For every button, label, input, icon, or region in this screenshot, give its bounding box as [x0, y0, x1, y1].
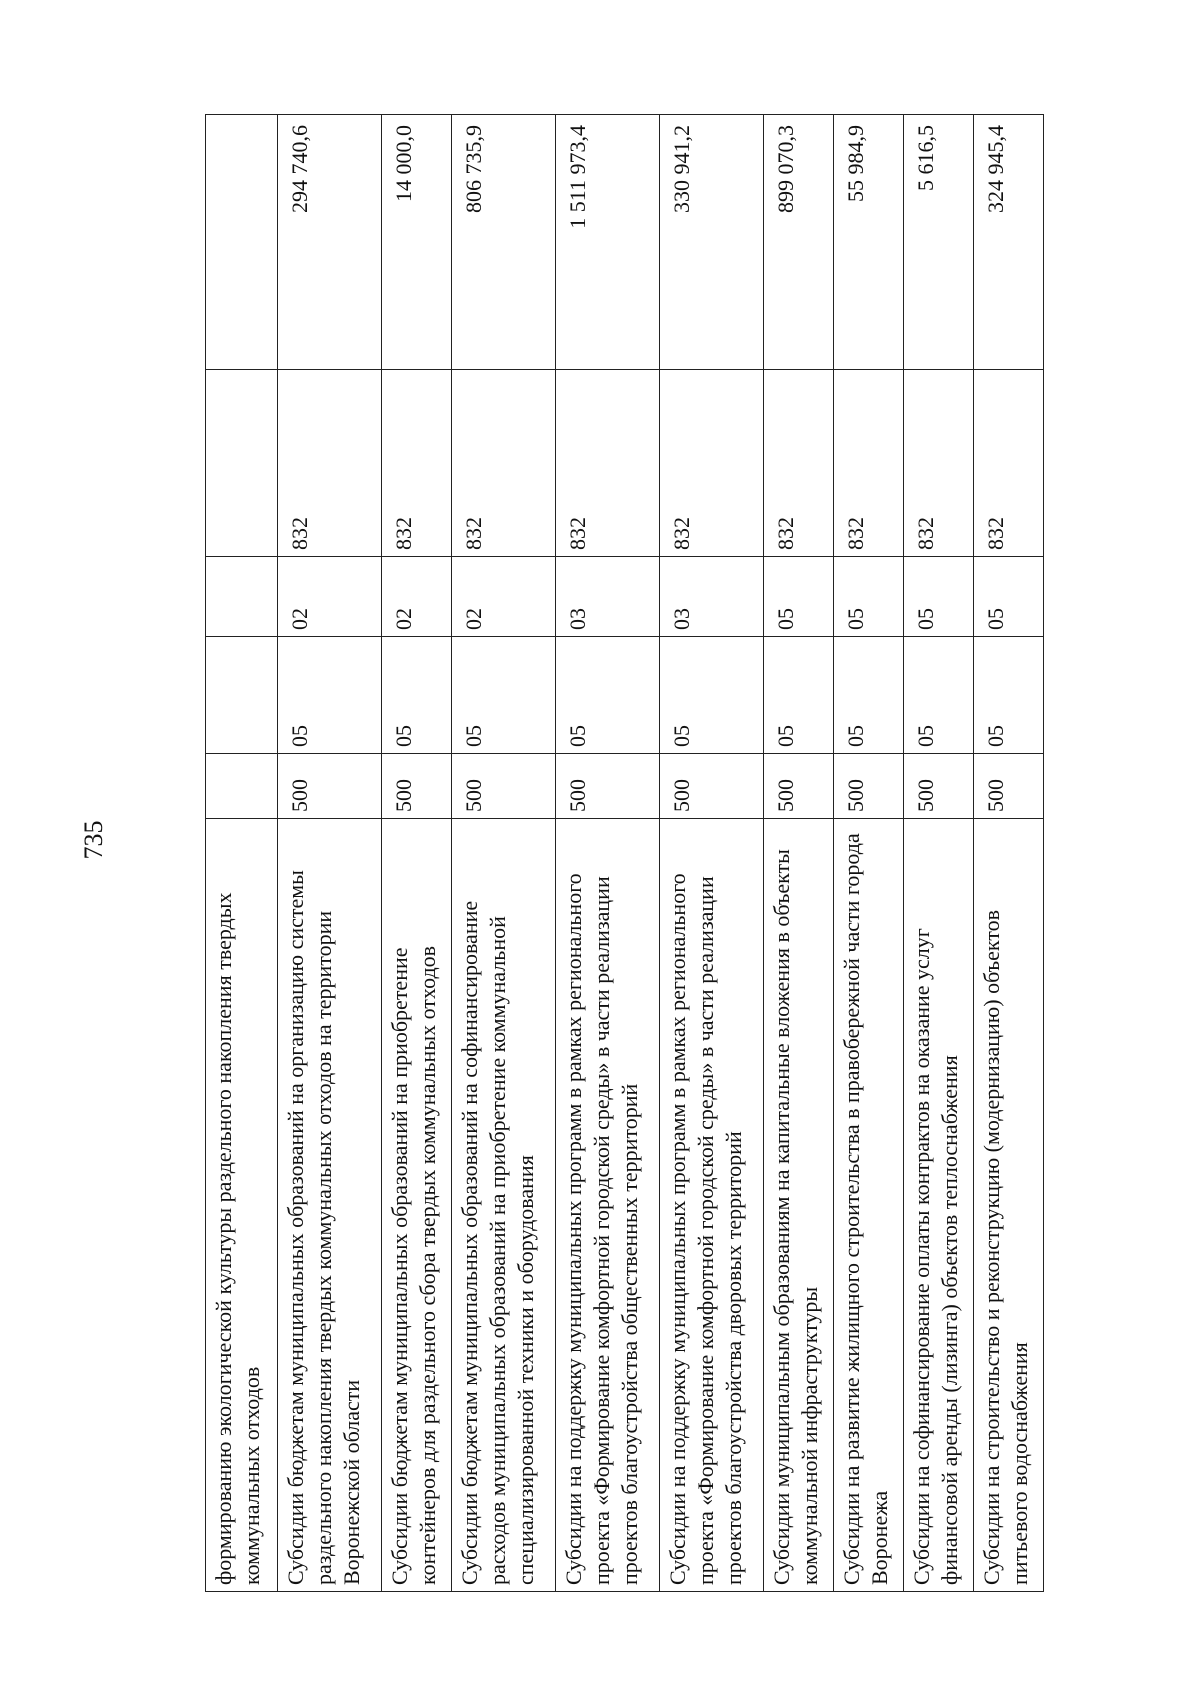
row-pr: 02: [452, 557, 556, 637]
row-pr: 05: [764, 557, 834, 637]
row-gr: 500: [278, 754, 382, 819]
row-name: Субсидии на развитие жилищного строительства в правобережной части города Воронежа: [834, 819, 904, 1592]
row-vr: 832: [556, 370, 660, 557]
table-row: [556, 115, 660, 1592]
row-pr: 03: [556, 557, 660, 637]
row-name: Субсидии бюджетам муниципальных образований на приобретение контейнеров для раздельного сбора твердых коммунальных отходов: [382, 819, 452, 1592]
row-pr: [206, 557, 278, 637]
row-vr: 832: [452, 370, 556, 557]
row-vr: 832: [278, 370, 382, 557]
row-rz: 05: [660, 637, 764, 754]
row-vr: 832: [764, 370, 834, 557]
row-gr: 500: [452, 754, 556, 819]
row-rz: 05: [278, 637, 382, 754]
row-sum: 55 984,9: [834, 115, 904, 370]
table-row: [382, 115, 452, 1592]
row-rz: 05: [382, 637, 452, 754]
row-name: Субсидии на софинансирование оплаты контрактов на оказание услуг финансовой аренды (лизинга) объектов теплоснабжения: [904, 819, 974, 1592]
row-pr: 05: [974, 557, 1044, 637]
row-name: Субсидии на поддержку муниципальных программ в рамках регионального проекта «Формирование комфортной городской среды» в части реализации проектов благоустройства дворовых территорий: [660, 819, 764, 1592]
row-name: Субсидии бюджетам муниципальных образований на организацию системы раздельного накопления твердых коммунальных отходов на территории Воронежской области: [278, 819, 382, 1592]
row-pr: 05: [904, 557, 974, 637]
table-row: [206, 115, 278, 1592]
row-vr: 832: [904, 370, 974, 557]
row-sum: 324 945,4: [974, 115, 1044, 370]
row-rz: 05: [974, 637, 1044, 754]
row-rz: 05: [834, 637, 904, 754]
row-sum: 5 616,5: [904, 115, 974, 370]
table-row: [974, 115, 1044, 1592]
row-sum: 1 511 973,4: [556, 115, 660, 370]
table-container: [205, 115, 1033, 1592]
row-pr: 03: [660, 557, 764, 637]
row-sum: 294 740,6: [278, 115, 382, 370]
row-sum: 14 000,0: [382, 115, 452, 370]
row-sum: 330 941,2: [660, 115, 764, 370]
row-name: Субсидии на строительство и реконструкцию (модернизацию) объектов питьевого водоснабжения: [974, 819, 1044, 1592]
row-rz: [206, 637, 278, 754]
row-gr: [206, 754, 278, 819]
page-number: 735: [79, 820, 108, 860]
row-sum: 899 070,3: [764, 115, 834, 370]
row-name: Субсидии бюджетам муниципальных образований на софинансирование расходов муниципальных образований на приобретение коммунальной специализированной техники и оборудования: [452, 819, 556, 1592]
row-rz: 05: [556, 637, 660, 754]
row-vr: [206, 370, 278, 557]
table-row: [278, 115, 382, 1592]
row-sum: 806 735,9: [452, 115, 556, 370]
row-name: Субсидии на поддержку муниципальных программ в рамках регионального проекта «Формирование комфортной городской среды» в части реализации проектов благоустройства общественных территорий: [556, 819, 660, 1592]
table-row: [660, 115, 764, 1592]
row-gr: 500: [834, 754, 904, 819]
row-vr: 832: [974, 370, 1044, 557]
row-sum: [206, 115, 278, 370]
row-rz: 05: [764, 637, 834, 754]
table-row: [452, 115, 556, 1592]
row-pr: 02: [382, 557, 452, 637]
row-rz: 05: [452, 637, 556, 754]
row-vr: 832: [834, 370, 904, 557]
row-gr: 500: [556, 754, 660, 819]
row-pr: 05: [834, 557, 904, 637]
table-row: [834, 115, 904, 1592]
row-gr: 500: [382, 754, 452, 819]
row-pr: 02: [278, 557, 382, 637]
row-gr: 500: [904, 754, 974, 819]
row-gr: 500: [764, 754, 834, 819]
budget-table: [205, 114, 1044, 1592]
row-vr: 832: [660, 370, 764, 557]
table-row: [764, 115, 834, 1592]
row-name: формированию экологической культуры раздельного накопления твердых коммунальных отходов: [206, 819, 278, 1592]
row-name: Субсидии муниципальным образованиям на капитальные вложения в объекты коммунальной инфраструктуры: [764, 819, 834, 1592]
row-vr: 832: [382, 370, 452, 557]
table-row: [904, 115, 974, 1592]
row-rz: 05: [904, 637, 974, 754]
row-gr: 500: [660, 754, 764, 819]
row-gr: 500: [974, 754, 1044, 819]
